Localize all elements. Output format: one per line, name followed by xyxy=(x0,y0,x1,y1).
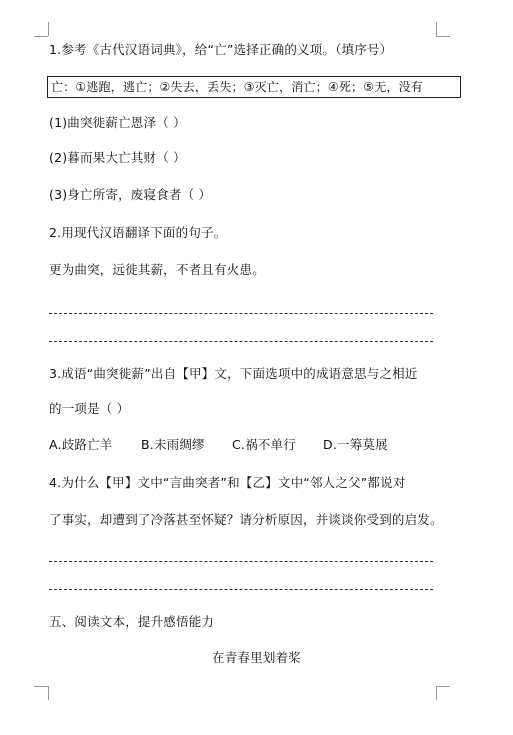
q3-option-c: C.祸不单行 xyxy=(232,437,296,452)
q3-option-b: B.未雨绸缪 xyxy=(141,437,205,452)
q1-item-2: (2)暮而果大亡其财（ ） xyxy=(49,150,186,165)
q2-sentence: 更为曲突，远徙其薪，不者且有火患。 xyxy=(49,262,265,277)
q1-item-1: (1)曲突徙薪亡恩泽（ ） xyxy=(49,115,186,130)
answer-line xyxy=(49,341,433,342)
answer-line xyxy=(49,313,433,314)
q2-prompt: 2.用现代汉语翻译下面的句子。 xyxy=(49,225,227,240)
q4-prompt-line2: 了事实，却遭到了冷落甚至怀疑？请分析原因，并谈谈你受到的启发。 xyxy=(49,512,443,527)
article-title: 在青春里划着桨 xyxy=(212,650,301,665)
q4-prompt-line1: 4.为什么【甲】文中“言曲突者”和【乙】文中“邻人之父”都说对 xyxy=(49,475,406,490)
section5-heading: 五、阅读文本，提升感悟能力 xyxy=(49,614,215,629)
answer-line xyxy=(49,589,433,590)
q3-option-a: A.歧路亡羊 xyxy=(49,437,113,452)
q3-prompt-line2: 的一项是（ ） xyxy=(49,401,130,416)
q3-option-d: D.一筹莫展 xyxy=(323,437,388,452)
q1-item-3: (3)身亡所寄，废寝食者（ ） xyxy=(49,187,212,202)
q1-prompt: 1.参考《古代汉语词典》，给“亡”选择正确的义项。（填序号） xyxy=(49,42,393,57)
q3-prompt-line1: 3.成语“曲突徙薪”出自【甲】文，下面选项中的成语意思与之相近 xyxy=(49,366,418,381)
answer-line xyxy=(49,561,433,562)
definition-text: 亡：①逃跑，逃亡；②失去，丢失；③灭亡，消亡；④死；⑤无，没有 xyxy=(51,80,423,94)
